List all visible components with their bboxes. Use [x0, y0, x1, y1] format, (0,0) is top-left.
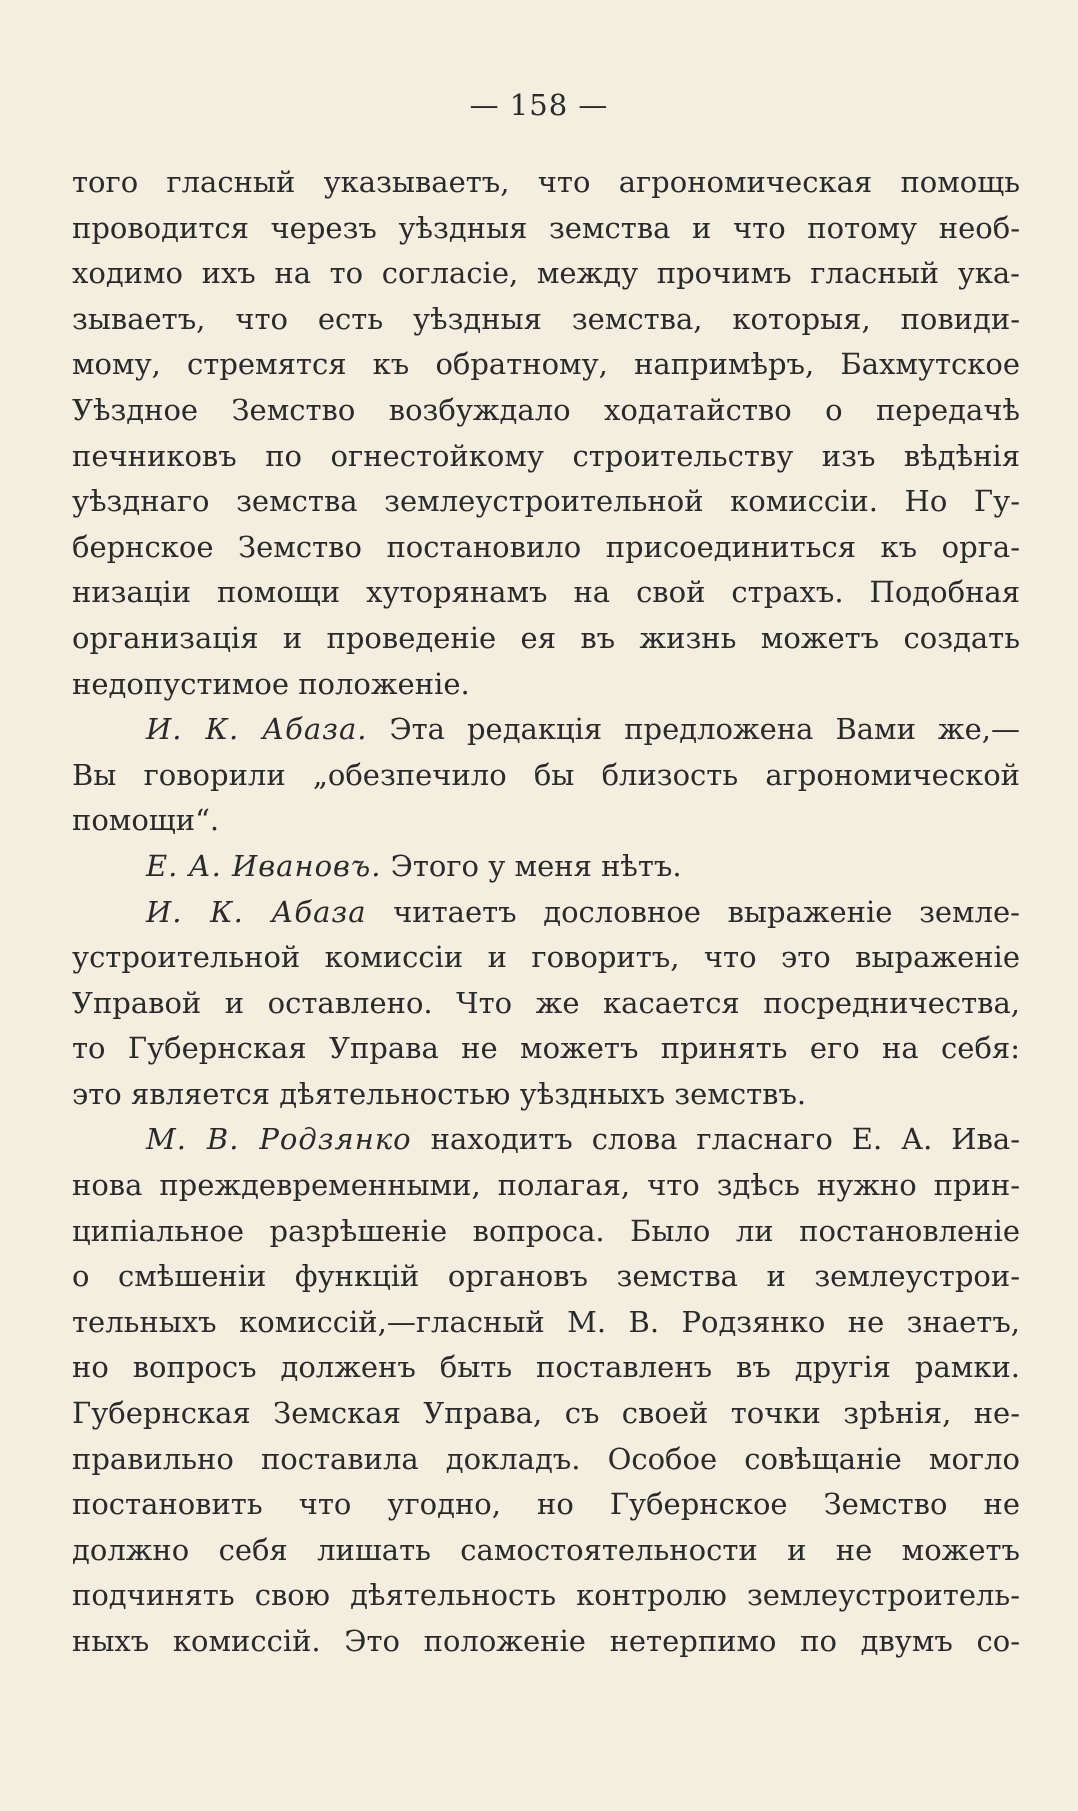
- line-text: находитъ слова гласнаго Е. А. Ива-: [411, 1122, 1020, 1157]
- text-line: [72, 616, 1020, 662]
- line-text: подчинять свою дѣятельность контролю землеустроитель-: [72, 1578, 1020, 1613]
- line-text: Эта редакція предложена Вами же,—: [367, 712, 1020, 747]
- line-text: читаетъ дословное выраженіе земле-: [366, 894, 1020, 929]
- text-line: [72, 434, 1020, 480]
- line-text: мому, стремятся къ обратному, напримѣръ, Бахмутское: [72, 347, 1020, 382]
- line-text: это является дѣятельностью уѣздныхъ земствъ.: [72, 1076, 807, 1111]
- text-line: [72, 753, 1020, 799]
- line-text: ципіальное разрѣшеніе вопроса. Было ли постановленіе: [72, 1213, 1020, 1248]
- line-text: но вопросъ долженъ быть поставленъ въ другія рамки.: [72, 1350, 1020, 1385]
- text-line: [72, 1482, 1020, 1528]
- text-line: [72, 662, 1020, 708]
- line-text: Этого у меня нѣтъ.: [381, 848, 682, 883]
- line-text: постановить что угодно, но Губернское Земство не: [72, 1487, 1020, 1522]
- line-text: недопустимое положеніе.: [72, 666, 470, 701]
- line-text: бернское Земство постановило присоединиться къ орга-: [72, 529, 1020, 564]
- text-line: [72, 1391, 1020, 1437]
- text-line: [72, 1117, 1020, 1163]
- line-text: печниковъ по огнестойкому строительству изъ вѣдѣнія: [72, 438, 1020, 473]
- page-number: — 158 —: [469, 88, 609, 122]
- speaker-name: И. К. Абаза: [146, 894, 367, 929]
- text-line: [72, 1072, 1020, 1118]
- text-line: [72, 1573, 1020, 1619]
- line-text: правильно поставила докладъ. Особое совѣщаніе могло: [72, 1441, 1020, 1476]
- text-line: [72, 206, 1020, 252]
- text-line: [72, 251, 1020, 297]
- line-text: Управой и оставлено. Что же касается посредничества,: [72, 985, 1020, 1020]
- text-line: [72, 1437, 1020, 1483]
- line-text: проводится черезъ уѣздныя земства и что потому необ-: [72, 210, 1020, 245]
- text-line: [72, 1345, 1020, 1391]
- text-line: [72, 981, 1020, 1027]
- line-text: зываетъ, что есть уѣздныя земства, которыя, повиди-: [72, 301, 1020, 336]
- text-line: [72, 1254, 1020, 1300]
- line-text: ныхъ комиссій. Это положеніе нетерпимо по двумъ со-: [72, 1624, 1020, 1658]
- text-line: [72, 1026, 1020, 1072]
- text-line: [72, 798, 1020, 844]
- line-text: ходимо ихъ на то согласіе, между прочимъ гласный ука-: [72, 256, 1020, 291]
- text-line: [72, 342, 1020, 388]
- speaker-name: М. В. Родзянко: [146, 1122, 412, 1157]
- text-line: [72, 1163, 1020, 1209]
- line-text: нова преждевременными, полагая, что здѣсь нужно прин-: [72, 1168, 1020, 1203]
- text-line: [72, 1619, 1020, 1665]
- text-line: [72, 1528, 1020, 1574]
- text-line: [72, 1209, 1020, 1255]
- line-text: того гласный указываетъ, что агрономическая помощь: [72, 165, 1020, 199]
- speaker-name: И. К. Абаза.: [146, 712, 368, 747]
- line-text: тельныхъ комиссій,—гласный М. В. Родзянко не знаетъ,: [72, 1304, 1020, 1339]
- text-line: [72, 160, 1020, 206]
- text-line: [72, 844, 1020, 890]
- line-text: Губернская Земская Управа, съ своей точки зрѣнія, не-: [72, 1396, 1020, 1431]
- line-text: о смѣшеніи функцій органовъ земства и землеустрои-: [72, 1259, 1020, 1294]
- line-text: организація и проведеніе ея въ жизнь можетъ создать: [72, 620, 1020, 655]
- line-text: уѣзднаго земства землеустроительной комиссіи. Но Гу-: [72, 484, 1020, 519]
- text-line: [72, 479, 1020, 525]
- text-line: [72, 707, 1020, 753]
- text-line: [72, 890, 1020, 936]
- line-text: то Губернская Управа не можетъ принять его на себя:: [72, 1031, 1020, 1066]
- text-line: [72, 935, 1020, 981]
- line-text: Уѣздное Земство возбуждало ходатайство о передачѣ: [72, 392, 1020, 427]
- text-line: [72, 388, 1020, 434]
- line-text: помощи“.: [72, 803, 220, 838]
- text-line: [72, 1300, 1020, 1346]
- line-text: Вы говорили „обезпечило бы близость агрономической: [72, 757, 1020, 792]
- line-text: низаціи помощи хуторянамъ на свой страхъ. Подобная: [72, 575, 1020, 610]
- page-body-text: [72, 160, 1020, 1665]
- text-line: [72, 525, 1020, 571]
- line-text: должно себя лишать самостоятельности и не можетъ: [72, 1532, 1020, 1567]
- text-line: [72, 297, 1020, 343]
- text-line: [72, 570, 1020, 616]
- line-text: устроительной комиссіи и говоритъ, что это выраженіе: [72, 940, 1020, 975]
- speaker-name: Е. А. Ивановъ.: [146, 848, 382, 883]
